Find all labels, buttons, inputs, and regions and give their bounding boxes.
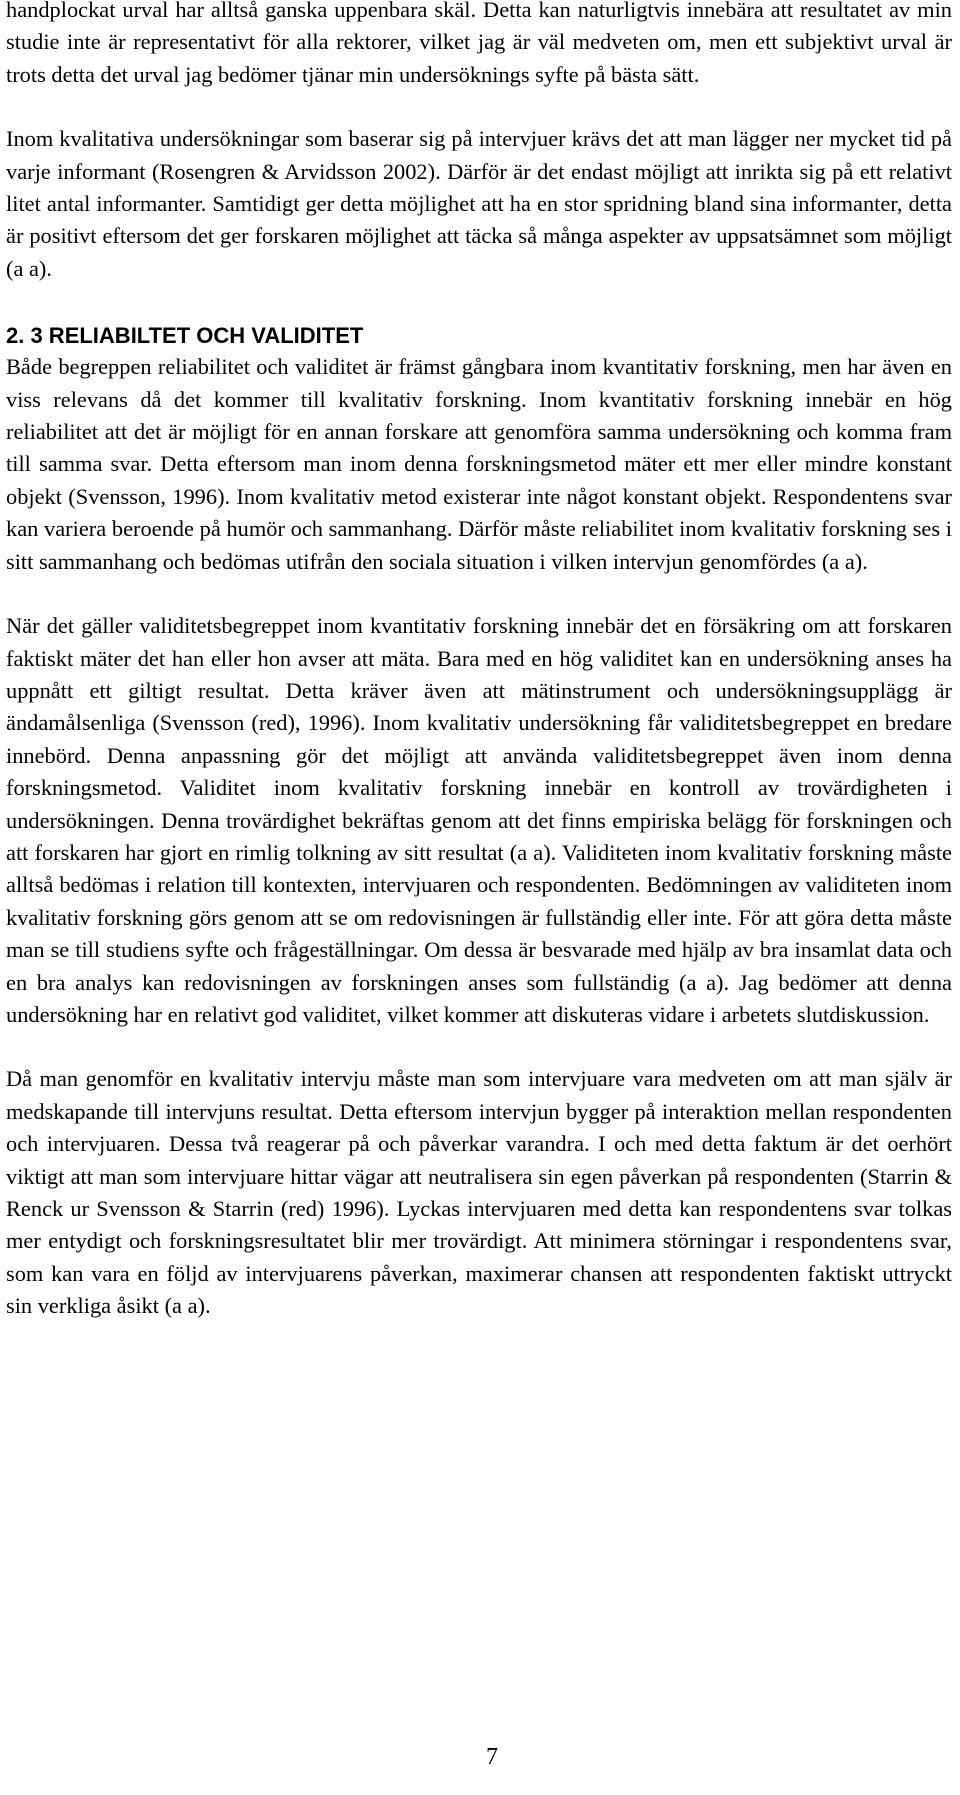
paragraph-qualitative-interviews: Inom kvalitativa undersökningar som baserar sig på intervjuer krävs det att man lägger ner mycket tid på varje informant (Rosengren & Arvidsson 2002). Därför är det endast möjligt att inrikta sig på ett relativt litet antal informanter. Samtidigt ger detta möjlighet att ha en stor spridning bland sina informanter, detta är positivt eftersom det ger forskaren möjlighet att täcka så många aspekter av uppsatsämnet som möjligt (a a).	[6, 126, 952, 281]
paragraph-validity: När det gäller validitetsbegreppet inom kvantitativ forskning innebär det en försäkring om att forskaren faktiskt mäter det han eller hon avser att mäta. Bara med en hög validitet kan en undersökning anses ha uppnått ett giltigt resultat. Detta kräver även att mätinstrument och undersökningsupplägg är ändamålsenliga (Svensson (red), 1996). Inom kvalitativ undersökning får validitetsbegreppet en bredare innebörd. Denna anpassning gör det möjligt att använda validitetsbegreppet även inom denna forskningsmetod. Validitet inom kvalitativ forskning innebär en kontroll av trovärdigheten i undersökningen. Denna trovärdighet bekräftas genom att det finns empiriska belägg för forskningen och att forskaren har gjort en rimlig tolkning av sitt resultat (a a). Validiteten inom kvalitativ forskning måste alltså bedömas i relation till kontexten, intervjuaren och respondenten. Bedömningen av validiteten inom kvalitativ forskning görs genom att se om redovisningen är fullständig eller inte. För att göra detta måste man se till studiens syfte och frågeställningar. Om dessa är besvarade med hjälp av bra insamlat data och en bra analys kan redovisningen av forskningen anses som fullständig (a a). Jag bedömer att denna undersökning har en relativt god validitet, vilket kommer att diskuteras vidare i arbetets slutdiskussion.	[6, 613, 952, 1027]
paragraph-reliability: Både begreppen reliabilitet och validitet är främst gångbara inom kvantitativ forskning, men har även en viss relevans då det kommer till kvalitativ forskning. Inom kvantitativ forskning innebär en hög reliabilitet att det är möjligt för en annan forskare att genomföra samma undersökning och komma fram till samma svar. Detta eftersom man inom denna forskningsmetod mäter ett mer eller mindre konstant objekt (Svensson, 1996). Inom kvalitativ metod existerar inte något konstant objekt. Respondentens svar kan variera beroende på humör och sammanhang. Därför måste reliabilitet inom kvalitativ forskning ses i sitt sammanhang och bedömas utifrån den sociala situation i vilken intervjun genomfördes (a a).	[6, 354, 952, 574]
page-number: 7	[486, 1744, 498, 1770]
paragraph-gap	[6, 578, 952, 610]
paragraph-gap	[6, 91, 952, 123]
paragraph-sample-selection: handplockat urval har alltså ganska uppenbara skäl. Detta kan naturligtvis innebära att resultatet av min studie inte är representativt för alla rektorer, vilket jag är väl medveten om, men ett subjektivt urval är trots detta det urval jag bedömer tjänar min undersöknings syfte på bästa sätt.	[6, 0, 952, 87]
paragraph-gap	[6, 1031, 952, 1063]
paragraph-interviewer-influence: Då man genomför en kvalitativ intervju måste man som intervjuare vara medveten om att man själv är medskapande till intervjuns resultat. Detta eftersom intervjun bygger på interaktion mellan respondenten och intervjuaren. Dessa två reagerar på och påverkar varandra. I och med detta faktum är det oerhört viktigt att man som intervjuare hittar vägar att neutralisera sin egen påverkan på respondenten (Starrin & Renck ur Svensson & Starrin (red) 1996). Lyckas intervjuaren med detta kan respondentens svar tolkas mer entydigt och forskningsresultatet blir mer trovärdigt. Att minimera störningar i respondentens svar, som kan vara en följd av intervjuarens påverkan, maximerar chansen att respondenten faktiskt uttryckt sin verkliga åsikt (a a).	[6, 1066, 952, 1319]
document-page	[6, 0, 952, 1323]
section-heading: 2. 3 RELIABILTET OCH VALIDITET	[6, 323, 364, 349]
paragraph-gap	[6, 285, 952, 317]
